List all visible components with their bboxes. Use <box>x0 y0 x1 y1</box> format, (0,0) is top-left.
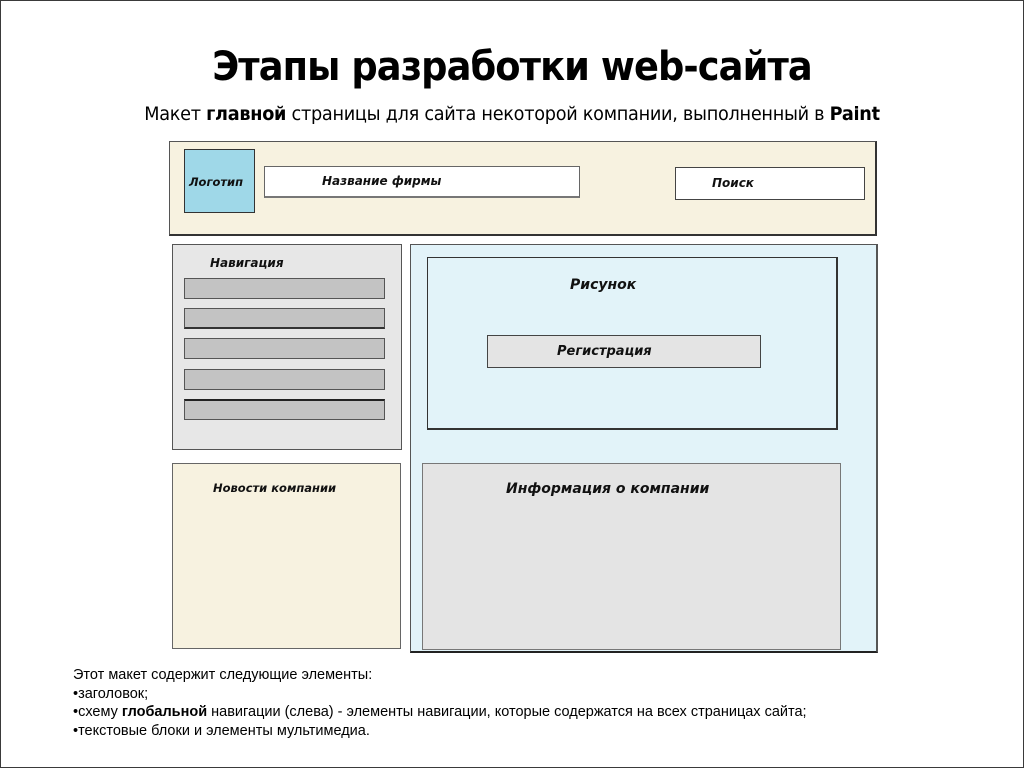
subtitle-text: страницы для сайта некоторой компании, выполненный в <box>286 103 830 125</box>
slide-subtitle <box>36 103 988 125</box>
subtitle-text: Макет <box>144 103 207 125</box>
caption-bullet-navigation <box>73 703 973 722</box>
mockup-logo-label: Логотип <box>189 175 244 189</box>
mockup-firm-name-label: Название фирмы <box>322 174 442 188</box>
caption-block <box>73 666 973 740</box>
mockup-info-label: Информация о компании <box>506 481 710 497</box>
caption-text: •схему <box>73 704 122 720</box>
subtitle-bold-paint: Paint <box>829 103 880 125</box>
mockup-search-box <box>675 167 865 200</box>
mockup-search-label: Поиск <box>712 176 754 190</box>
mockup-nav-item <box>184 278 385 299</box>
mockup-news-title: Новости компании <box>213 481 337 495</box>
caption-text: навигации (слева) - элементы навигации, которые содержатся на всех страницах сайта; <box>207 704 807 720</box>
caption-bullet-text-blocks: •текстовые блоки и элементы мультимедиа. <box>73 722 370 739</box>
caption-bullet-header: •заголовок; <box>73 685 149 702</box>
mockup-navigation-title: Навигация <box>210 256 284 270</box>
mockup-nav-item <box>184 308 385 329</box>
mockup-nav-item <box>184 338 385 359</box>
mockup-nav-item <box>184 399 385 420</box>
mockup-register-label: Регистрация <box>557 344 652 359</box>
mockup-picture-label: Рисунок <box>570 277 637 293</box>
caption-bold-global: глобальной <box>121 704 208 720</box>
subtitle-bold-main: главной <box>206 103 287 125</box>
mockup-nav-item <box>184 369 385 390</box>
caption-intro: Этот макет содержит следующие элементы: <box>73 667 373 683</box>
slide-title: Этапы разработки web-сайта <box>212 44 812 90</box>
